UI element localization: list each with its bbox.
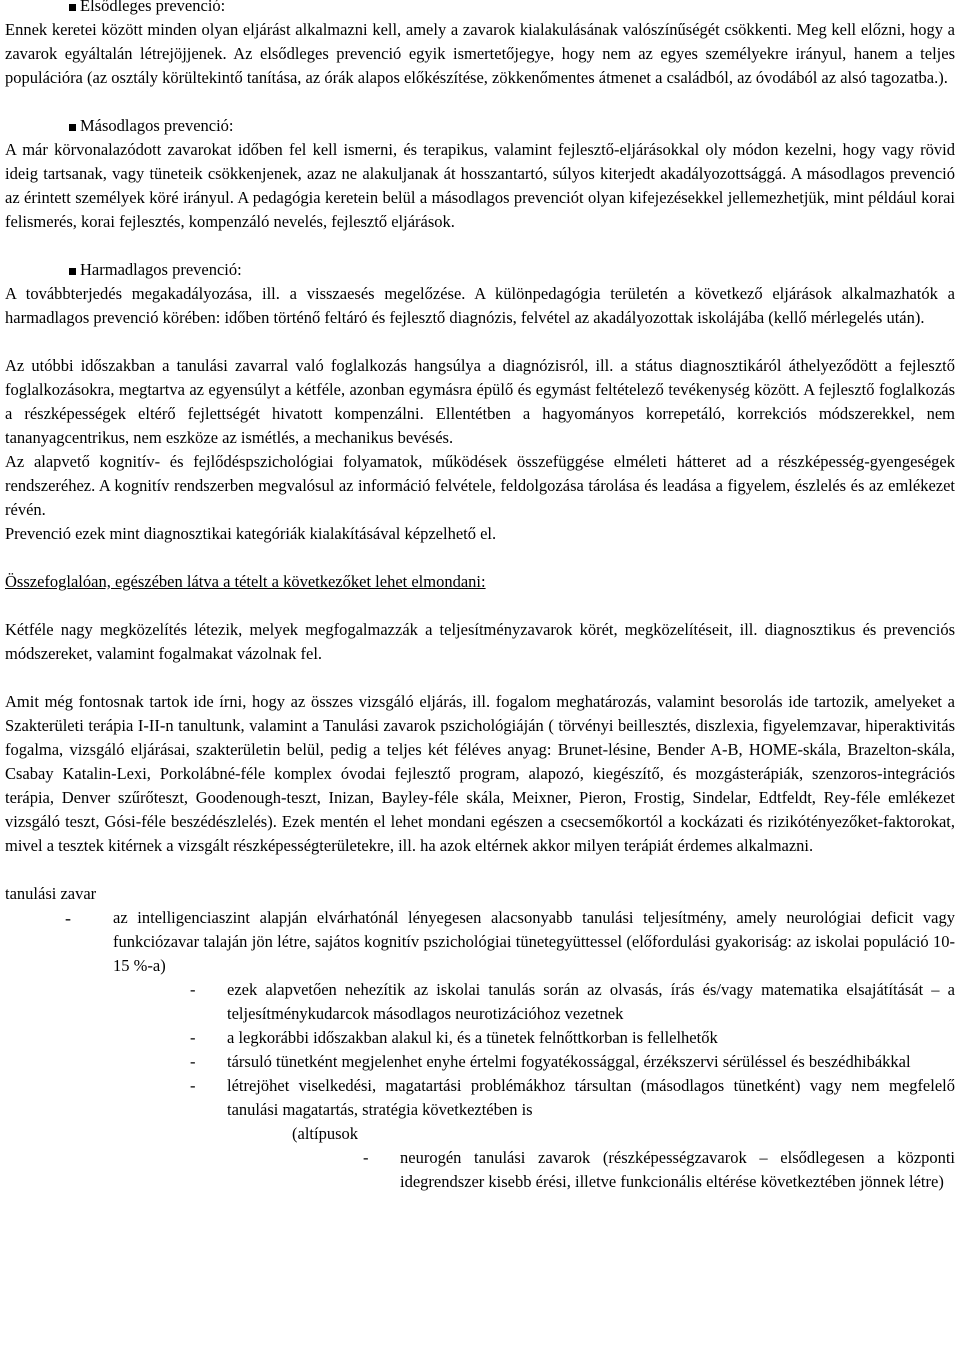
paragraph-approaches: Kétféle nagy megközelítés létezik, melyek megfogalmazzák a teljesítményzavarok körét, megközelítéseit, ill. diagnosztikus és prevenciós módszereket, valamint fogalmakat vázolnak fel.: [5, 620, 955, 663]
heading-text: Elsődleges prevenció:: [80, 0, 226, 15]
square-bullet-icon: [69, 124, 76, 131]
dash-bullet: -: [65, 908, 71, 928]
subtypes-label: (altípusok: [292, 1124, 358, 1143]
paragraph-methods: Amit még fontosnak tartok ide írni, hogy az összes vizsgáló eljárás, ill. fogalom meghatározás, valamint besorolás ide tartozik, amelyeket a Szakterületi terápia I-II-n tanultunk, valamint a Tanulási zavarok pszichológiáján ( törvényi beillesztés, diszlexia, figyelemzavar, hiperaktivitás fogalma, vizsgáló eljárásai, szakterületin belül, pedig a teljes két féléves anyag: Brunet-lésine, Bender A-B, HOME-skála, Brazelton-skála, Csabay Katalin-Lexi, Porkolábné-féle komplex óvodai fejlesztő program, alapozó, kiegészítő, és mozgásterápiák, szenzoros-integrációs terápia, Denver szűrőteszt, Goodenough-teszt, Inizan, Bayley-féle skála, Meixner, Pieron, Frostig, Sindelar, Edtfeldt, Rey-féle emlékezet vizsgáló teszt, Gósi-féle beszédészlelés). Ezek mentén el lehet mondani egészen a csecsemőkortól a kockázati és rizikótényezőket-faktorokat, mivel a tesztek kitérnek a vizsgált részképességterületekre, ill. ha azok eltérnek akkor milyen terápiát érdemes alkalmazni.: [5, 692, 955, 855]
sub-list-item: [5, 1026, 955, 1050]
subtype-list-item: [5, 1146, 955, 1194]
subtype-list-item-text: neurogén tanulási zavarok (részképességzavarok – elsődlegesen a központi idegrendszer kisebb érési, illetve funkcionális eltérése következtében jönnek létre): [400, 1148, 955, 1191]
secondary-prevention-text: A már körvonalazódott zavarokat időben fel kell ismerni, és terapikus, valamint fejlesztő-eljárásokkal oly módon kezelni, hogy vagy rövid ideig tartsanak, vagy tüneteik csökkenjenek, azaz ne alakuljanak át hosszantartó, súlyos kiterjedt akadályozottsággá. A másodlagos prevenció az érintett személyek köré irányul. A pedagógia keretein belül a másodlagos prevenciót olyan kifejezésekkel jellemezhetjük, mint például korai felismerés, korai fejlesztés, kompenzáló nevelés, fejlesztő eljárások.: [5, 140, 955, 231]
square-bullet-icon: [69, 268, 76, 275]
sub-list-item: [5, 1074, 955, 1122]
paragraph-development: Az utóbbi időszakban a tanulási zavarral való foglalkozás hangsúlya a diagnózisról, ill. a státus diagnosztikáról áthelyeződött a fejlesztő foglalkozásokra, megtartva az egyensúlyt a kétféle, azonban egymásra épülő és egymást feltételező tevékenység között. A fejlesztő foglalkozás a részképességek eltérő fejlettségét hivatott kompenzálni. Ellentétben a hagyományos korrepetáló, korrekciós módszerekkel, nem tananyagcentrikus, nem eszköze az ismétlés, a mechanikus bevésés.: [5, 356, 955, 447]
paragraph-prevention: Prevenció ezek mint diagnosztikai kategóriák kialakításával képzelhető el.: [5, 524, 497, 543]
square-bullet-icon: [69, 4, 76, 11]
heading-text: Másodlagos prevenció:: [80, 116, 234, 135]
dash-bullet: -: [190, 1052, 196, 1071]
sub-list-item-text: társuló tünetként megjelenhet enyhe értelmi fogyatékossággal, érzékszervi sérüléssel és beszédhibákkal: [227, 1052, 911, 1071]
dash-bullet: -: [190, 1028, 196, 1047]
list-item: [5, 906, 955, 978]
tertiary-prevention-text: A továbbterjedés megakadályozása, ill. a visszaesés megelőzése. A különpedagógia területén a következő eljárások alkalmazhatók a harmadlagos prevenció körében: időben történő feltáró és fejlesztő diagnózis, felvétel az akadályozottak iskolájába (kellő mérlegelés után).: [5, 284, 955, 327]
paragraph-cognitive: Az alapvető kognitív- és fejlődéspszichológiai folyamatok, működések összefüggése elméleti hátteret ad a részképesség-gyengeségek rendszeréhez. A kognitív rendszerben megvalósul az információ felvétele, feldolgozása tárolása és leadása a figyelem, észlelés és az emlékezet révén.: [5, 452, 955, 519]
dash-bullet: -: [190, 1076, 196, 1095]
sub-list-item-text: ezek alapvetően nehezítik az iskolai tanulás során az olvasás, írás és/vagy matematika elsajátítását – a teljesítménykudarcok másodlagos neurotizációhoz vezetnek: [227, 980, 955, 1023]
sub-list-item-text: létrejöhet viselkedési, magatartási problémákhoz társultan (másodlagos tünetként) vagy nem megfelelő tanulási magatartás, stratégia következtében is: [227, 1076, 955, 1119]
sub-list-item: [5, 1050, 955, 1074]
heading-text: Harmadlagos prevenció:: [80, 260, 242, 279]
sub-list-item: [5, 978, 955, 1026]
document-page: [5, 0, 955, 1194]
primary-prevention-text: Ennek keretei között minden olyan eljárást alkalmazni kell, amely a zavarok kialakulásának valószínűségét csökkenti. Meg kell előzni, hogy a zavarok egyáltalán létrejöjjenek. Az elsődleges prevenció egyik ismertetőjegye, hogy nem az egyes személyekre irányul, hanem a teljes populációra (az osztály körültekintő tanítása, az órák alapos előkészítése, zökkenőmentes átmenet a családból, az óvodából az alsó tagozatba.).: [5, 20, 955, 87]
tertiary-prevention-heading: [5, 258, 955, 282]
sub-list-item-text: a legkorábbi időszakban alakul ki, és a tünetek felnőttkorban is fellelhetők: [227, 1028, 718, 1047]
summary-heading: Összefoglalóan, egészében látva a tételt a következőket lehet elmondani:: [5, 572, 486, 591]
primary-prevention-heading: [5, 0, 955, 18]
dash-bullet: -: [190, 980, 196, 999]
list-item-text: az intelligenciaszint alapján elvárhatónál lényegesen alacsonyabb tanulási teljesítmény, amely neurológiai deficit vagy funkciózavar talaján jön létre, sajátos kognitív pszichológiai tünetegyüttessel (előfordulási gyakoriság: az iskolai populáció 10-15 %-a): [113, 908, 955, 975]
term-label: tanulási zavar: [5, 884, 97, 903]
dash-bullet: -: [363, 1148, 369, 1167]
secondary-prevention-heading: [5, 114, 955, 138]
